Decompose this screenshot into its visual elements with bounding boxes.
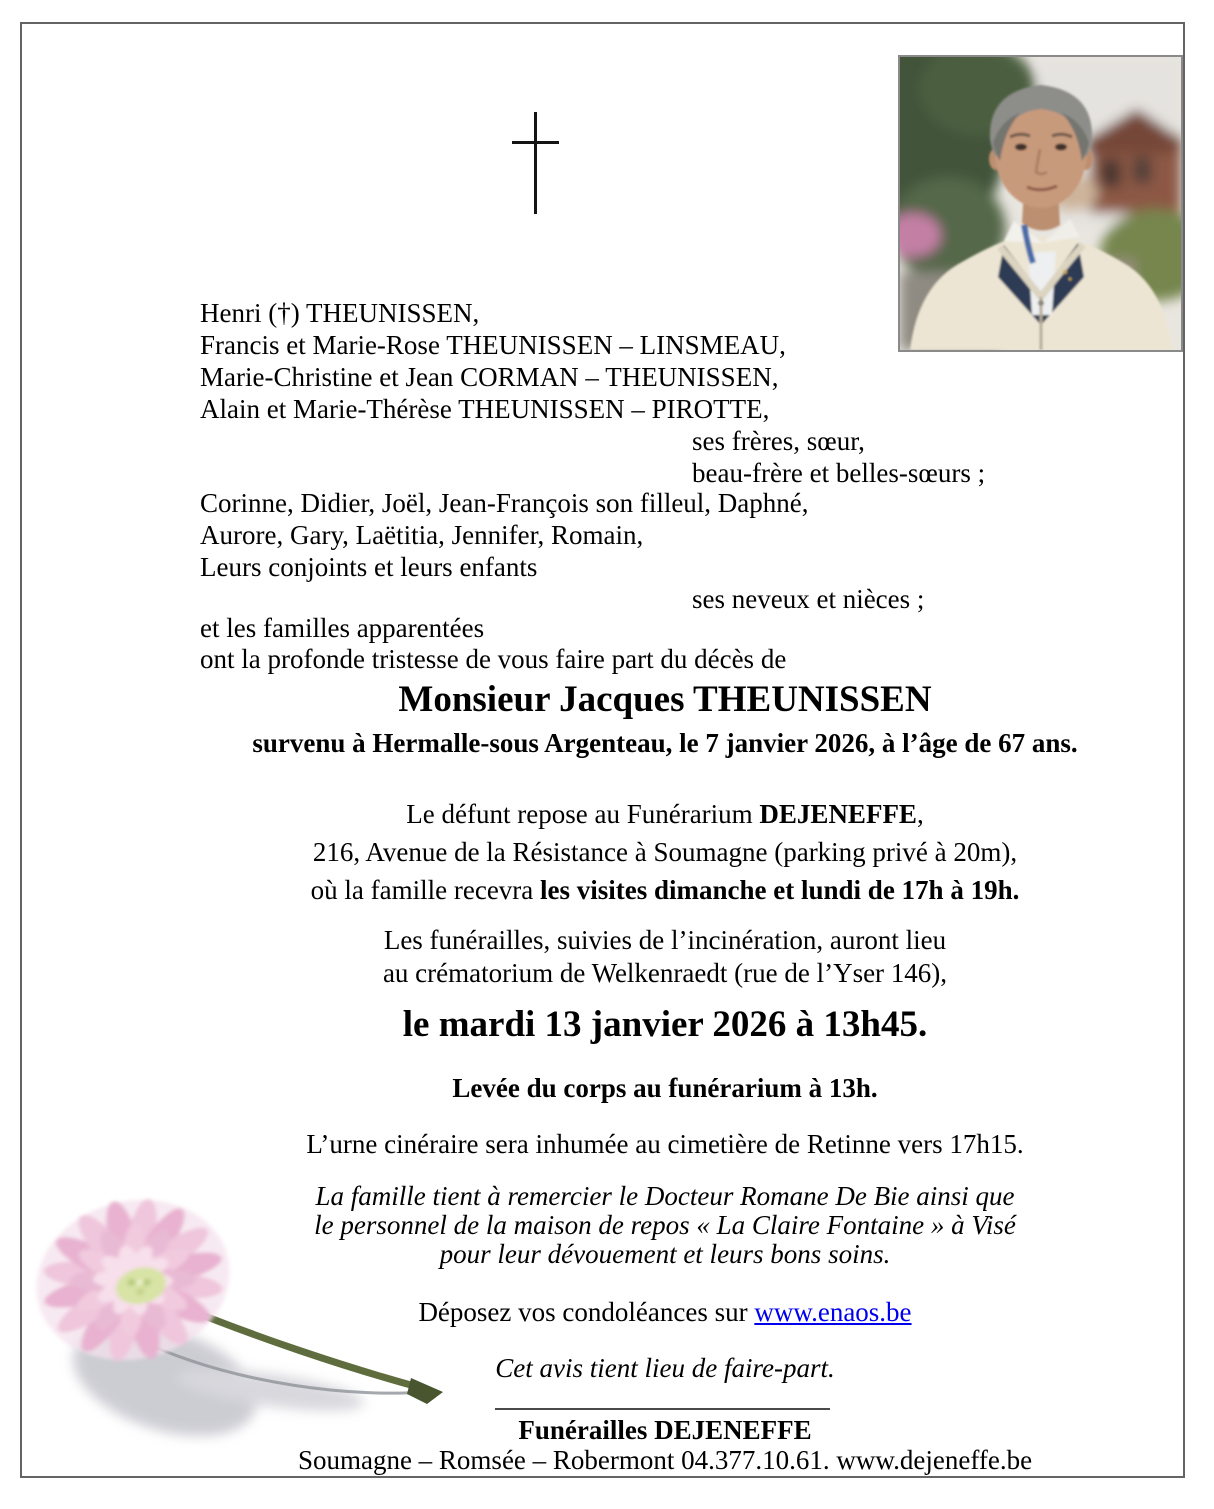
condolences-line [200, 1296, 1130, 1328]
ceremony-line-1: Les funérailles, suivies de l’incinération, auront lieu [383, 925, 947, 955]
repose-line [200, 798, 1130, 830]
death-details: survenu à Hermalle-sous Argenteau, le 7 janvier 2026, à l’âge de 67 ans. [252, 728, 1078, 758]
condolences-link[interactable]: www.enaos.be [754, 1297, 912, 1327]
levee-line: Levée du corps au funérarium à 13h. [452, 1073, 878, 1103]
thanks-line-2: le personnel de la maison de repos « La Claire Fontaine » à Visé [314, 1210, 1016, 1240]
visits-prefix: où la famille recevra [310, 875, 541, 905]
deceased-name: Monsieur Jacques THEUNISSEN [398, 679, 932, 720]
funeral-home-title: Funérailles DEJENEFFE [518, 1415, 812, 1445]
siblings-relation-line-2: beau-frère et belles-sœurs ; [692, 458, 986, 488]
footer-divider [495, 1408, 830, 1410]
extended-family-line: et les familles apparentées [200, 613, 485, 643]
cross-horizontal-bar [512, 141, 559, 144]
thanks-line-1: La famille tient à remercier le Docteur Romane De Bie ainsi que [315, 1181, 1015, 1211]
repose-prefix: Le défunt repose au Funérarium [406, 799, 760, 829]
thanks-line-3: pour leur dévouement et leurs bons soins. [439, 1239, 891, 1269]
nieces-line-1: Corinne, Didier, Joël, Jean-François son filleul, Daphné, [200, 488, 809, 518]
funeral-home-name: DEJENEFFE [759, 799, 917, 829]
announcement-line: ont la profonde tristesse de vous faire part du décès de [200, 644, 787, 674]
notice-line: Cet avis tient lieu de faire-part. [495, 1353, 835, 1383]
ceremony-date: le mardi 13 janvier 2026 à 13h45. [402, 1004, 928, 1045]
family-sibling-line-2: Francis et Marie-Rose THEUNISSEN – LINSMEAU, [200, 330, 786, 360]
condolences-prefix: Déposez vos condoléances sur [418, 1297, 755, 1327]
cross-vertical-bar [534, 112, 537, 214]
repose-suffix: , [916, 799, 924, 829]
funeral-home-contact: Soumagne – Romsée – Robermont 04.377.10.61. www.dejeneffe.be [297, 1445, 1033, 1475]
ceremony-line-2: au crématorium de Welkenraedt (rue de l’Yser 146), [382, 958, 948, 988]
visits-line [200, 874, 1130, 906]
visits-hours: les visites dimanche et lundi de 17h à 19h. [540, 875, 1020, 905]
funeral-home-address-line: 216, Avenue de la Résistance à Soumagne (parking privé à 20m), [312, 837, 1018, 867]
family-sibling-line-1: Henri (†) THEUNISSEN, [200, 298, 480, 328]
family-sibling-line-4: Alain et Marie-Thérèse THEUNISSEN – PIROTTE, [200, 394, 770, 424]
family-sibling-line-3: Marie-Christine et Jean CORMAN – THEUNISSEN, [200, 362, 779, 392]
nieces-relation-line: ses neveux et nièces ; [692, 584, 925, 614]
nieces-line-3: Leurs conjoints et leurs enfants [200, 552, 538, 582]
urn-line: L’urne cinéraire sera inhumée au cimetière de Retinne vers 17h15. [306, 1129, 1024, 1159]
siblings-relation-line-1: ses frères, sœur, [692, 426, 865, 456]
nieces-line-2: Aurore, Gary, Laëtitia, Jennifer, Romain, [200, 520, 644, 550]
